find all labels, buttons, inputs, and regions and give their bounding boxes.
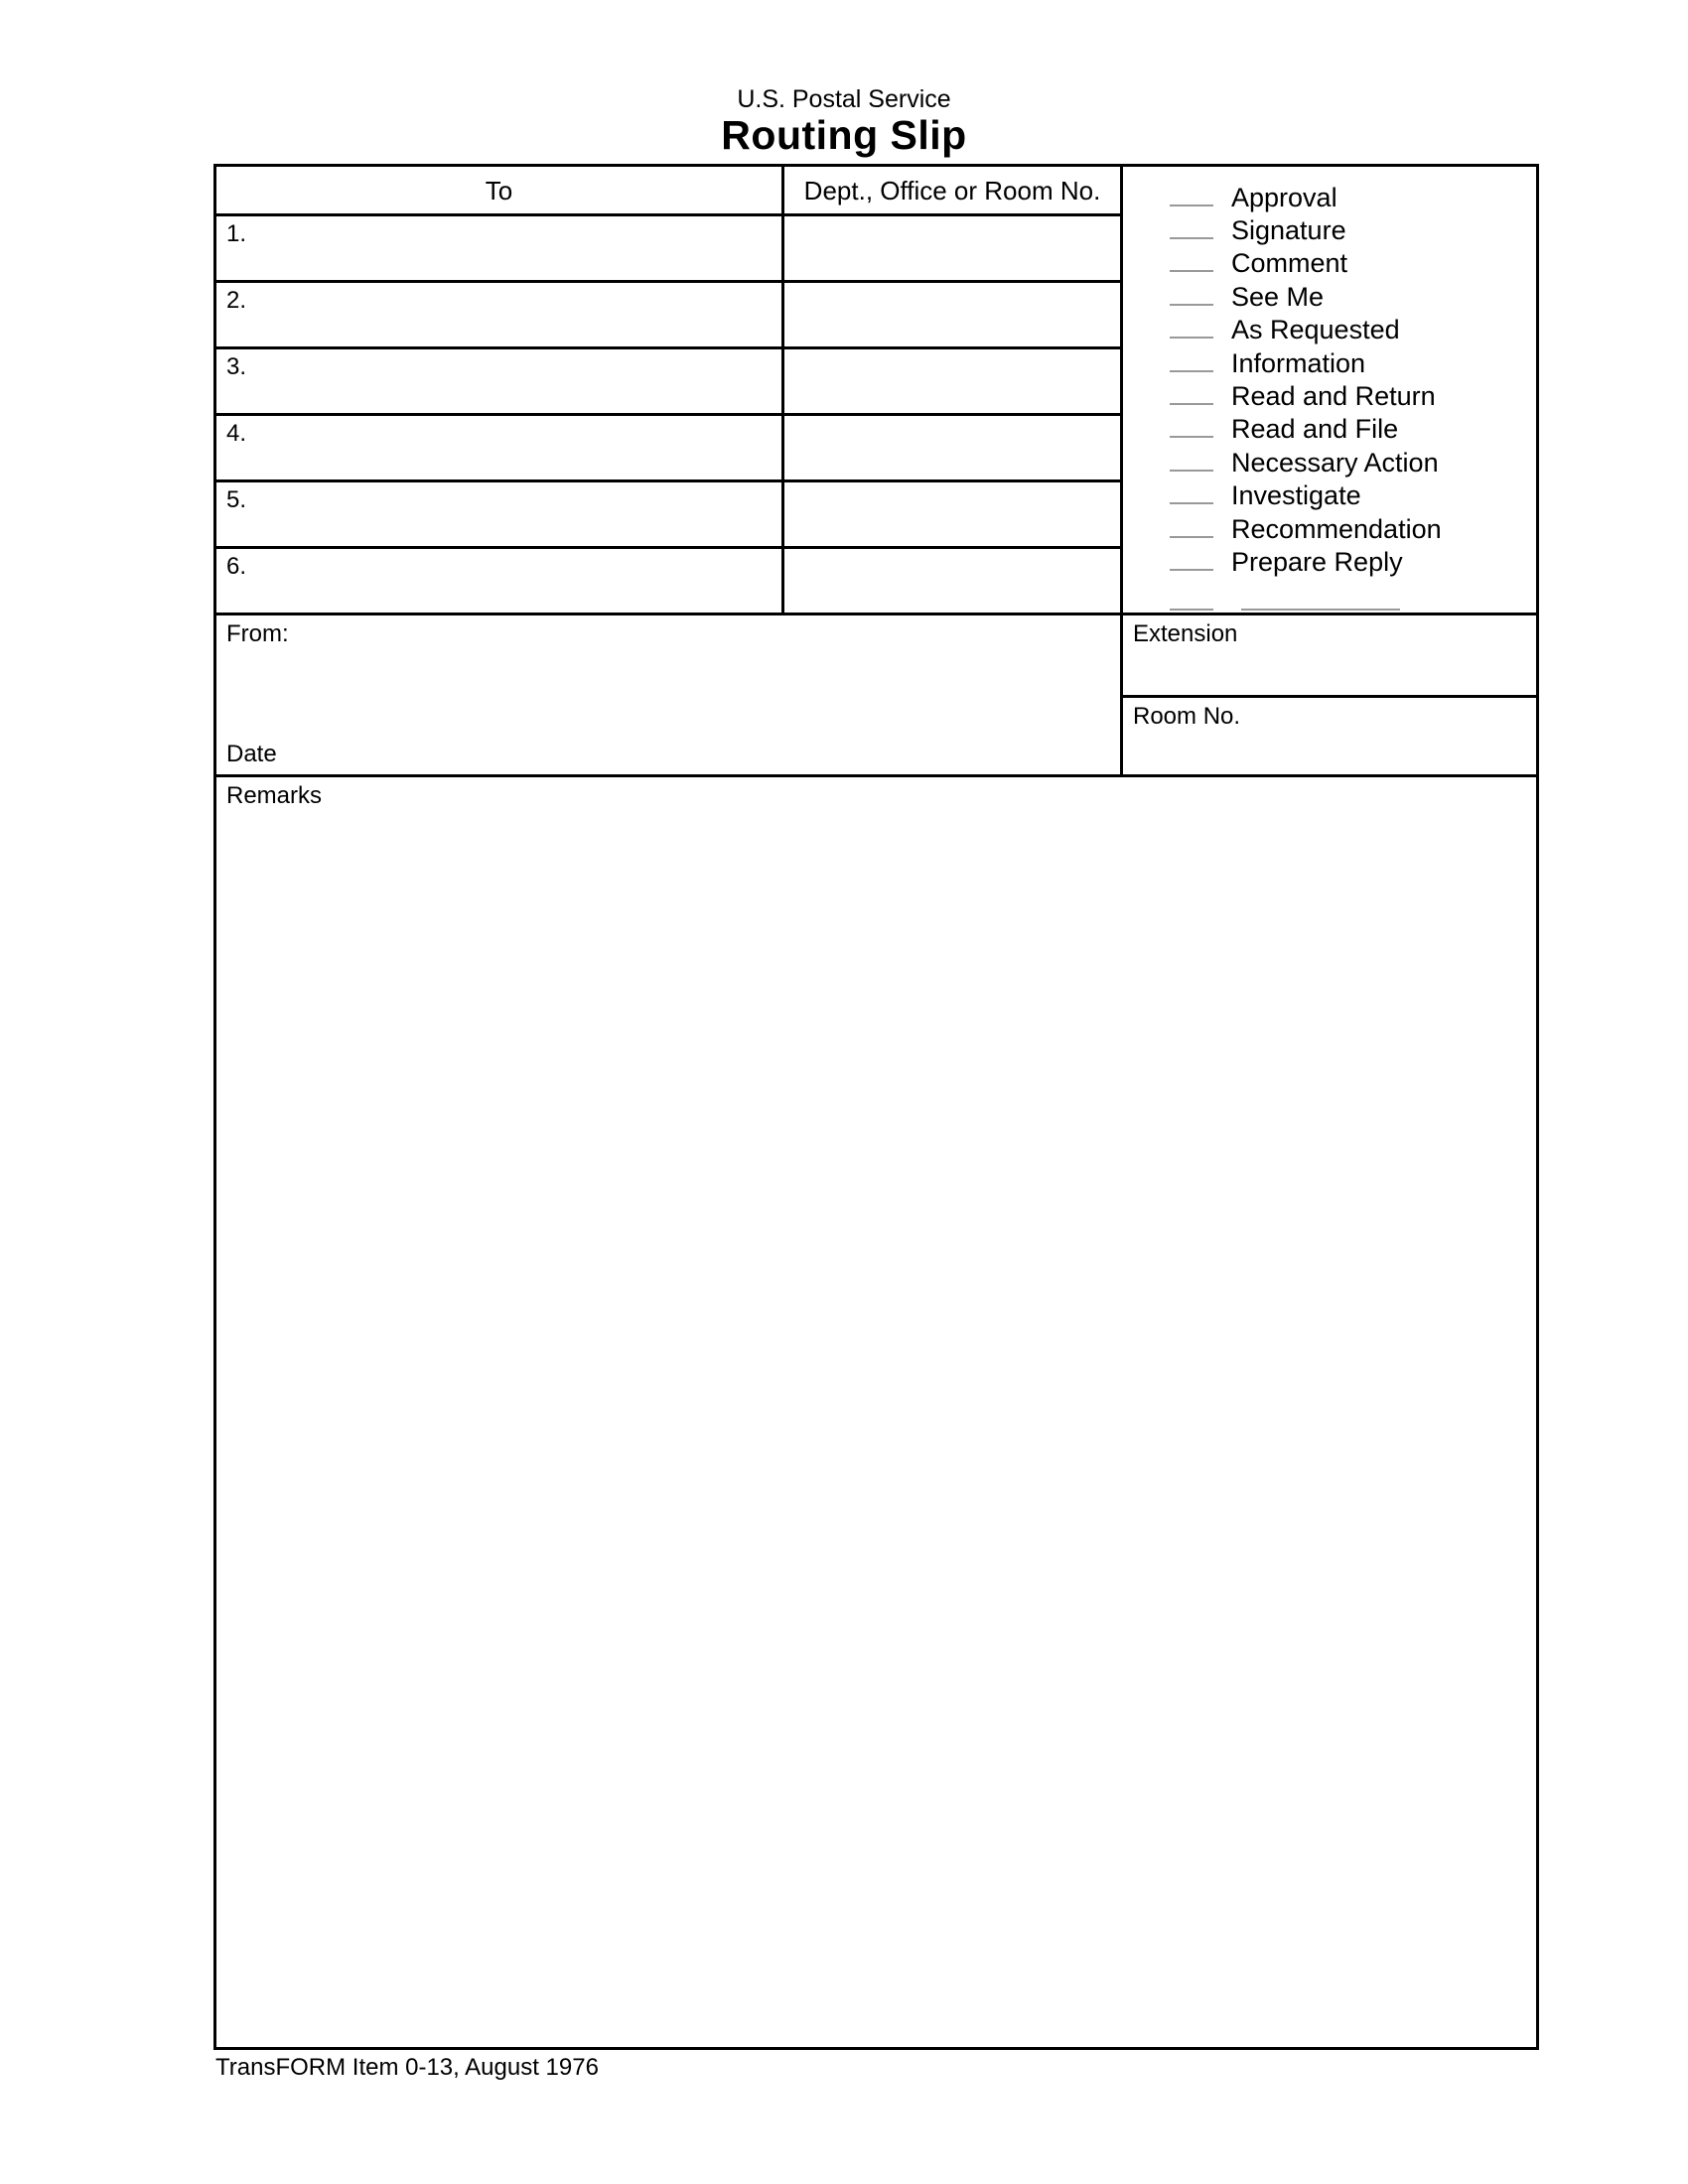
- row-number-5: 5.: [226, 486, 247, 513]
- to-cell-5[interactable]: [216, 482, 784, 549]
- check-blank-line[interactable]: [1170, 337, 1213, 339]
- checklist-row: [1123, 446, 1536, 478]
- checklist-item-label: Recommendation: [1231, 513, 1442, 544]
- checklist-item-label: Necessary Action: [1231, 447, 1439, 478]
- checklist-item-label: Investigate: [1231, 480, 1361, 511]
- checklist-row: [1123, 545, 1536, 578]
- from-label: From:: [226, 620, 289, 647]
- checklist-row: [1123, 413, 1536, 446]
- remarks-label: Remarks: [226, 782, 323, 809]
- checklist-row: [1123, 280, 1536, 313]
- check-blank-line[interactable]: [1170, 237, 1213, 239]
- checklist-item-label: Read and File: [1231, 414, 1399, 445]
- checklist-row: [1123, 314, 1536, 346]
- to-column-header-cell: [216, 167, 784, 216]
- dept-cell-5[interactable]: [784, 482, 1123, 549]
- checklist-item-label: As Requested: [1231, 315, 1400, 345]
- extension-field[interactable]: [1123, 615, 1536, 698]
- dept-cell-4[interactable]: [784, 416, 1123, 482]
- write-in-blank-line[interactable]: [1241, 609, 1400, 611]
- row-number-6: 6.: [226, 553, 247, 580]
- form-id-footer: TransFORM Item 0-13, August 1976: [215, 2054, 599, 2081]
- check-blank-line[interactable]: [1170, 569, 1213, 571]
- checklist-row: [1123, 247, 1536, 280]
- dept-cell-2[interactable]: [784, 283, 1123, 349]
- to-cell-2[interactable]: [216, 283, 784, 349]
- checklist-item-label: See Me: [1231, 281, 1325, 312]
- action-checklist: [1123, 167, 1536, 615]
- form-title: Routing Slip: [721, 112, 967, 158]
- checklist-row-writein: [1123, 586, 1536, 618]
- check-blank-line[interactable]: [1170, 370, 1213, 372]
- checklist-item-label: Prepare Reply: [1231, 546, 1403, 577]
- checklist-row: [1123, 213, 1536, 246]
- checklist-row: [1123, 479, 1536, 512]
- dept-cell-6[interactable]: [784, 549, 1123, 615]
- check-blank-line[interactable]: [1170, 436, 1213, 438]
- room-number-field[interactable]: [1123, 698, 1536, 777]
- row-number-2: 2.: [226, 287, 247, 314]
- checklist-item-label: Information: [1231, 347, 1366, 378]
- row-number-3: 3.: [226, 353, 247, 380]
- check-blank-line[interactable]: [1170, 205, 1213, 206]
- remarks-field[interactable]: [216, 777, 1536, 2047]
- to-cell-3[interactable]: [216, 349, 784, 416]
- dept-cell-3[interactable]: [784, 349, 1123, 416]
- dept-cell-1[interactable]: [784, 216, 1123, 283]
- checklist-row: [1123, 346, 1536, 379]
- check-blank-line[interactable]: [1170, 609, 1213, 611]
- checklist-item-label: Read and Return: [1231, 381, 1436, 412]
- row-number-1: 1.: [226, 220, 247, 247]
- to-cell-4[interactable]: [216, 416, 784, 482]
- dept-column-header-cell: [784, 167, 1123, 216]
- check-blank-line[interactable]: [1170, 304, 1213, 306]
- check-blank-line[interactable]: [1170, 470, 1213, 472]
- to-cell-6[interactable]: [216, 549, 784, 615]
- checklist-item-label: Comment: [1231, 248, 1348, 279]
- checklist-item-label: Approval: [1231, 182, 1337, 212]
- routing-slip-form: [213, 164, 1539, 2050]
- org-name: U.S. Postal Service: [737, 85, 951, 113]
- row-number-4: 4.: [226, 420, 247, 447]
- to-column-header: To: [485, 176, 513, 205]
- check-blank-line[interactable]: [1170, 403, 1213, 405]
- checklist-row: [1123, 181, 1536, 213]
- dept-column-header: Dept., Office or Room No.: [803, 176, 1101, 205]
- room-number-label: Room No.: [1133, 703, 1241, 730]
- to-cell-1[interactable]: [216, 216, 784, 283]
- checklist-row: [1123, 512, 1536, 545]
- date-label: Date: [226, 741, 277, 767]
- check-blank-line[interactable]: [1170, 270, 1213, 272]
- checklist-row: [1123, 379, 1536, 412]
- check-blank-line[interactable]: [1170, 536, 1213, 538]
- extension-label: Extension: [1133, 620, 1238, 647]
- title-block: [0, 85, 1688, 157]
- from-field[interactable]: [216, 615, 1123, 777]
- checklist-item-label: Signature: [1231, 215, 1346, 246]
- check-blank-line[interactable]: [1170, 502, 1213, 504]
